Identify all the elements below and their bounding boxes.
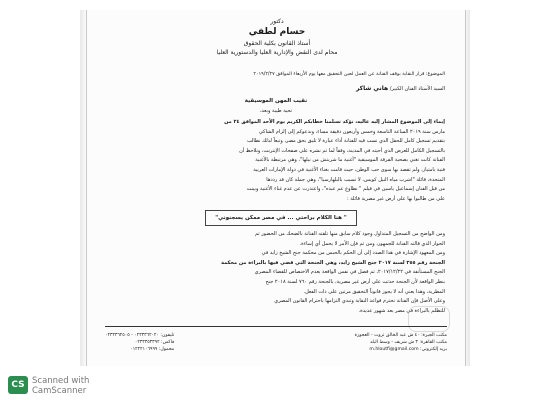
- addressee-title: نقيب المهن الموسيقية: [244, 98, 308, 104]
- paragraph-line: الفنانة كانت تغني بصحبة الفرقة الموسيقية "أغنية ما شربتش من نيلها"، وهي مرتبطة بالأغنية: [255, 157, 445, 164]
- paragraph-block-2: [107, 230, 445, 316]
- footer-left-line1: تليفون: ٠٢٣٣٣٦٢٠٢٠ - ٠٢٣٣٣٦٢٥٠٥: [105, 333, 175, 338]
- footer-right-line1: مكتب الجيزة: ٤٠ ش عبد الخالق ثروت - العجوزة: [354, 333, 447, 338]
- paragraph-line: إيماء إلى الموضوع المشار إليه عاليه، نؤكد تسلمنا خطابكم الكريم يوم الأحد الموافق ٢٤ من: [224, 119, 445, 125]
- footer-right-line2: مكتب القاهرة: ٣ ش شريف - وسط البلد: [369, 340, 447, 345]
- header-title-word: دكتور: [270, 18, 284, 25]
- footer-right: [355, 332, 447, 353]
- footer-divider: [105, 326, 447, 327]
- quote-box: " هنا الكلام براحتي ... في مصر ممكن يسجنوني": [205, 210, 357, 226]
- paragraph-line: بتقديم تسجيل كامل للحفل الذي نسب فيه للفنانة أداء عبارة لا تليق بحق مصر، وتبعاً لذلك نطالب: [246, 138, 445, 145]
- paragraph-line: ومن المعهود الإشارة في هذا الصدد إلى أن الحكم بالحبس من محكمة جنح الشيخ زايد في: [261, 250, 445, 257]
- paragraph-block-1: [107, 118, 445, 204]
- header-line2: محام لدى النقض والإدارية العليا والدستورية العليا: [216, 49, 338, 56]
- paragraph-line: للتظلم بالبراءة في مصر بعد شهور عديدة.: [358, 307, 445, 314]
- subject-line: الموضوع: قرار النقابة بوقف الفنانة عن العمل لحين التحقيق معها يوم الأربعاء الموافق ٢٠١٩/٢/٢٧: [253, 72, 445, 77]
- paragraph-line: ومن الواضح من التسجيل المتداول وجود كلام سابق منها تلقته الفنانة بالضحك من الحضور ثم: [254, 231, 445, 237]
- camscanner-logo-icon: CS: [8, 376, 28, 394]
- footer-left: [105, 332, 174, 353]
- addressee-prefix: السيد الأستاذ الفنان الكبير/: [389, 86, 445, 92]
- paragraph-line: على من طالبوا بها على أرض غير مصرية قائلة :: [346, 195, 445, 202]
- paragraph-line: الجنح المستأنفة في ٢٠١٧/١٢/٢٢، ثم فصل في نفس الواقعة بعدم الاختصاص للقضاء المصري: [254, 269, 445, 276]
- addressee-name: هاني شاكر: [355, 85, 389, 92]
- paragraph-line: من قبل الفنان إسماعيل ياسين في فيلم " نطاوع عم عبده"، واعتذرت عن عدم غناء الأغنية وبينت: [246, 186, 445, 193]
- footer-left-line3: محمول: ٠١٢٢٢١٠٦٩٩٩: [130, 347, 175, 352]
- paragraph-line: الجنحة رقم ٣٥٥ لسنة ٢٠١٧ جنح الشيخ زايد، وهي الجنحة التي قضي فيها بالبراءة من محكمة: [221, 259, 445, 266]
- camscanner-watermark: [32, 376, 89, 396]
- paragraph-line: بنظر الواقعة لأن الجنحة حدثت على أرض غير مصرية، بالجنحة رقم ٧٦٠ لسنة ٢٠١٨ جنح: [265, 278, 445, 285]
- footer-left-line2: فاكس: ٠٢٣٣٣٥٣٣٩٢: [134, 340, 175, 345]
- paragraph-line: بالتسجيل الكامل للعرض الذي أحيته في المدينة، وفقاً لما تم نشره على صفحات الإنترنت، ونلاحظ أن: [239, 147, 445, 154]
- header-line1: أستاذ القانون بكلية الحقوق: [243, 40, 311, 47]
- paragraph-line: المتحدة، قائلة "اشرب مياه النيل كويس، لا تسبب بالبلهارسيا"، وهي جملة كان قد رددها: [266, 176, 445, 183]
- paragraph-line: فنية بامتياز، ولم تقصد بها سوى حب الوطن، حيث قامت بغناء الأغنية في دولة الإمارات العربية: [253, 166, 445, 173]
- paragraph-line: وعلى الأصل فإن الفنانة تحترم قواعد النقابة وتبدي التزامها باحترام القانون المصري: [274, 298, 445, 305]
- camscanner-line2: CamScanner: [32, 386, 87, 396]
- camscanner-line1: Scanned with: [32, 376, 90, 386]
- paragraph-line: مارس سنة ٢٠١٩ الساعة التاسعة وخمس وأربعون دقيقة مساء، وندعوكم إلى إلزام الشاكي: [258, 128, 445, 135]
- footer: [105, 328, 447, 360]
- footer-right-line3: بريد إلكتروني: m.hloutfi@gmail.com: [369, 347, 447, 352]
- header-name: حسام لطفي: [248, 27, 306, 37]
- greeting: تحية طيبة وبعد،: [259, 108, 293, 114]
- paragraph-line: المطرية، وهذا يعني أنه لا يجوز قانوناً التحقيق مرتين على ذات الفعل.: [303, 288, 445, 295]
- paragraph-line: الحوار الذي قالته الفنانة للجمهور، ومن ثم فإن الأمر لا يحمل أي إساءة.: [299, 240, 445, 247]
- addressee-line: [107, 84, 445, 95]
- letter-page: [86, 10, 466, 366]
